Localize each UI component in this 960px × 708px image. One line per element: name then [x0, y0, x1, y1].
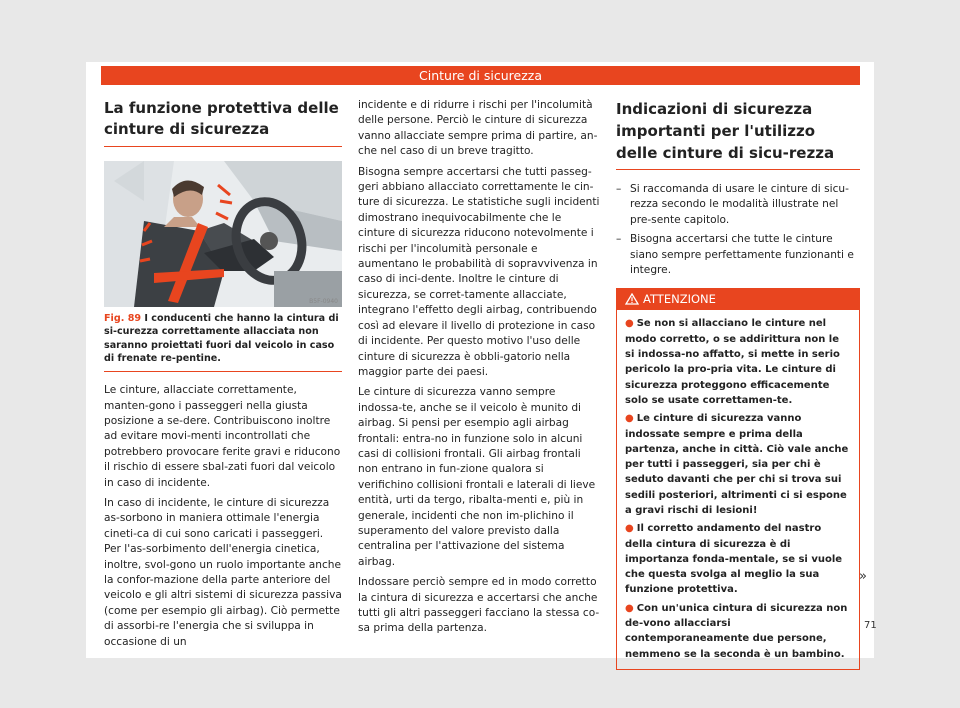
dash-marker: –	[616, 183, 622, 195]
right-column	[616, 98, 860, 670]
warning-body	[617, 310, 859, 669]
body-paragraph: Le cinture, allacciate correttamente, manten-gono i passeggeri nella giusta posizione a se-dere. Contribuiscono inoltre ad evitare movi-menti incontrollati che potrebbero provocare ferite gravi e riducono il rischio di essere sbal-zati fuori dal veicolo in caso di incidente.	[104, 384, 341, 489]
figure-caption	[104, 312, 342, 372]
continue-marker: »	[859, 569, 867, 584]
warning-title: ATTENZIONE	[643, 292, 716, 307]
list-item	[616, 182, 860, 228]
dash-marker: –	[616, 233, 622, 246]
body-paragraph: In caso di incidente, le cinture di sicurezza as-sorbono in maniera ottimale l'energia cineti-ca di cui sono caricati i passeggeri. Per l'as-sorbimento dell'energia cinetica, inoltre, svol-gono un ruolo importante anche la confor-mazione della parte anteriore del veicolo e gli altri sistemi di sicurezza passiva (come per esempio gli airbag). Ciò permette di assorbi-re l'energia che si sviluppa in occasione di un	[104, 497, 342, 648]
driver-seatbelt-illustration	[104, 161, 342, 307]
list-item-text: Bisogna accertarsi che tutte le cinture siano sempre perfettamente funzionanti e integre.	[630, 233, 854, 277]
bullet-dot-icon: ●	[625, 602, 634, 614]
warning-item-text: Con un'unica cintura di sicurezza non de-vono allacciarsi contemporaneamente due persone, nemmeno se la seconda è un bambino.	[625, 602, 848, 660]
body-paragraph: Bisogna sempre accertarsi che tutti passeg-geri abbiano allacciato correttamente le cin-ture di sicurezza. Le statistiche sugli incidenti dimostrano inequivocabilmente che le cinture di sicurezza riducono notevolmente i rischi per l'incolumità personale e aumentano le probabilità di sopravvivenza in caso di inci-dente. Inoltre le cinture di sicurezza, se corret-tamente allacciate, integrano l'effetto degli airbag, contribuendo così ad elevare il livello di protezione in caso di incidente. Per questo motivo l'uso delle cinture di sicurezza è obbli-gatorio nella maggior parte dei paesi.	[358, 165, 600, 378]
left-column	[104, 98, 342, 655]
section-heading: La funzione protettiva delle cinture di sicurezza	[104, 98, 342, 147]
page-number: 71	[864, 620, 877, 631]
figure-illustration	[104, 161, 342, 307]
warning-item	[625, 411, 851, 518]
list-item-text: Si raccomanda di usare le cinture di sicu-rezza secondo le modalità illustrate nel pre-sente capitolo.	[630, 183, 849, 226]
section-heading: Indicazioni di sicurezza importanti per l'utilizzo delle cinture di sicu-rezza	[616, 98, 860, 170]
body-paragraph: Le cinture di sicurezza vanno sempre indossa-te, anche se il veicolo è munito di airbag. Si pensi per esempio agli airbag frontali: entra-no in funzione solo in alcuni casi di collisioni frontali. Gli airbag frontali non entrano in fun-zione qualora si verifichino collisioni frontali e laterali di lieve entità, urti da tergo, ribalta-menti e, più in generale, incidenti che non im-plichino il superamento del valore previsto dalla centralina per l'attivazione del sistema airbag.	[358, 386, 596, 568]
list-item	[616, 232, 860, 278]
figure-code: B5F-0940	[309, 298, 338, 305]
figure-number: Fig. 89	[104, 313, 142, 324]
warning-header	[617, 289, 859, 310]
bullet-dot-icon: ●	[625, 413, 634, 425]
bullet-dot-icon: ●	[625, 318, 634, 330]
body-paragraph: Indossare perciò sempre ed in modo corretto la cintura di sicurezza e accertarsi che anche tutti gli altri passeggeri facciano la stessa co-sa prima della partenza.	[358, 576, 600, 635]
middle-column	[358, 98, 600, 642]
warning-item	[625, 521, 851, 597]
figure-caption-text: I conducenti che hanno la cintura di si-curezza correttamente allacciata non saranno proiettati fuori dal veicolo in caso di frenate re-pentine.	[104, 313, 339, 364]
bullet-dot-icon: ●	[625, 523, 634, 535]
warning-item-text: Il corretto andamento del nastro della cintura di sicurezza è di importanza fonda-mentale, se si vuole che questa svolga al meglio la sua funzione protettiva.	[625, 523, 843, 596]
warning-item	[625, 316, 851, 408]
warning-item-text: Se non si allacciano le cinture nel modo corretto, o se addirittura non le si indossa-no affatto, si mette in serio pericolo la pro-pria vita. Le cinture di sicurezza proteggono efficacemente solo se usate correttamen-te.	[625, 318, 840, 406]
body-paragraph: incidente e di ridurre i rischi per l'incolumità delle persone. Perciò le cinture di sicurezza vanno allacciate sempre prima di partire, an-che nel caso di un breve tragitto.	[358, 99, 598, 158]
warning-item-text: Le cinture di sicurezza vanno indossate sempre e prima della partenza, anche in città. Ciò vale anche per tutti i passeggeri, sia per chi è seduto davanti che per chi si trova sui sedili posteriori, altrimenti ci si espone a gravi rischi di lesioni!	[625, 413, 849, 516]
warning-box	[616, 288, 860, 670]
warning-triangle-icon	[625, 293, 639, 305]
warning-item	[625, 601, 851, 662]
chapter-header: Cinture di sicurezza	[101, 66, 860, 85]
